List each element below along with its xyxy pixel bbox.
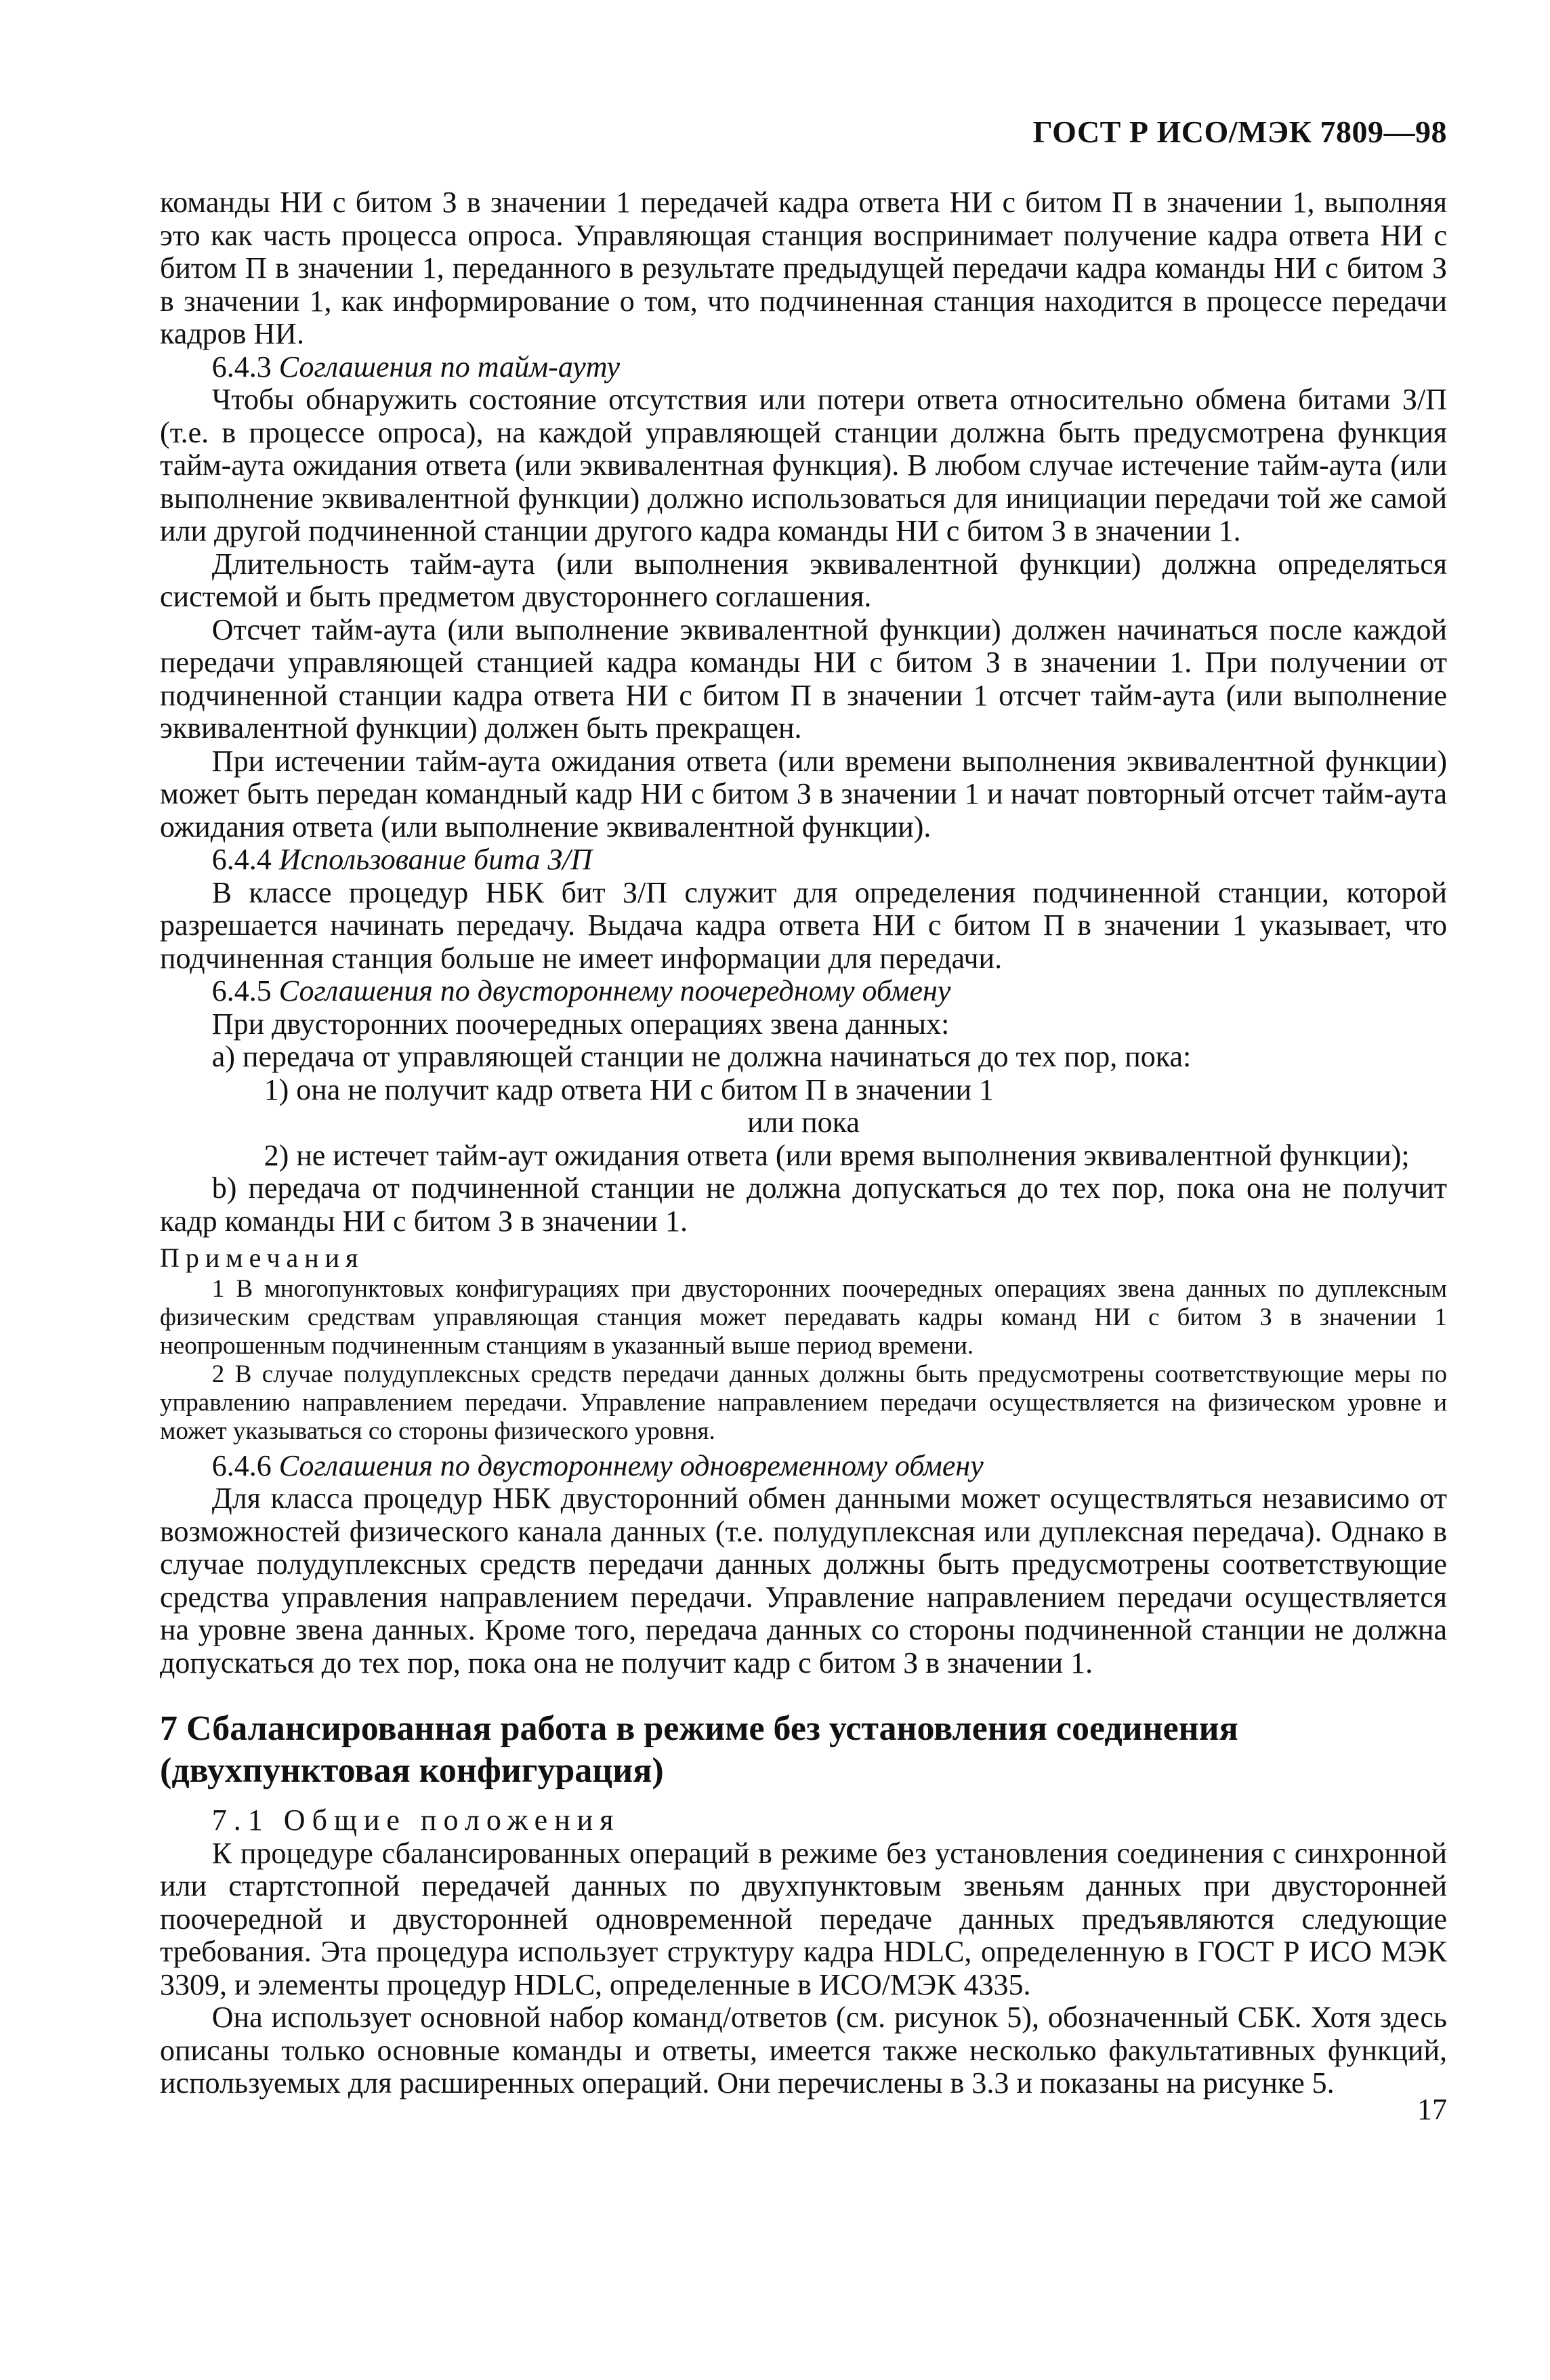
page-header: ГОСТ Р ИСО/МЭК 7809—98 xyxy=(1032,114,1447,149)
page-number: 17 xyxy=(1417,2093,1447,2126)
document-body xyxy=(160,186,1447,2100)
note-2: 2 В случае полудуплексных средств передачи данных должны быть предусмотрены соответствующие меры по управлению направлением передачи. Управление направлением передачи осуществляется на физическом уровне и может указываться со стороны физического уровня. xyxy=(160,1360,1447,1445)
note-1: 1 В многопунктовых конфигурациях при двусторонних поочередных операциях звена данных по дуплексным физическим средствам управляющая станция может передавать кадры команд НИ с битом З в значении 1 неопрошенным подчиненным станциям в указанный выше период времени. xyxy=(160,1274,1447,1360)
paragraph: К процедуре сбалансированных операций в режиме без установления соединения с синхронной или стартстопной передачей данных по двухпунктовым звеньям данных при двусторонней поочередной и двусторонней одновременной передаче данных предъявляются следующие требования. Эта процедура использует структуру кадра HDLC, определенную в ГОСТ Р ИСО МЭК 3309, и элементы процедур HDLC, определенные в ИСО/МЭК 4335. xyxy=(160,1836,1447,2001)
list-item-1: 1) она не получит кадр ответа НИ с битом П в значении 1 xyxy=(264,1072,994,1106)
list-item-a: а) передача от управляющей станции не должна начинаться до тех пор, пока: xyxy=(211,1040,1192,1073)
paragraph: Чтобы обнаружить состояние отсутствия или потери ответа относительно обмена битами З/П (т.е. в процессе опроса), на каждой управляющей станции должна быть предусмотрена функция тайм-аута ожидания ответа (или эквивалентная функция). В любом случае истечение тайм-аута (или выполнение эквивалентной функции) должно использоваться для инициации передачи той же самой или другой подчиненной станции другого кадра команды НИ с битом З в значении 1. xyxy=(160,383,1447,547)
paragraph: Для класса процедур НБК двусторонний обмен данными может осуществляться независимо от возможностей физического канала данных (т.е. полудуплексная или дуплексная передача). Однако в случае полудуплексных средств передачи данных должны быть предусмотрены соответствующие средства управления направлением передачи. Управление направлением передачи осуществляется на уровне звена данных. Кроме того, передача данных со стороны подчиненной станции не должна допускаться до тех пор, пока она не получит кадр с битом З в значении 1. xyxy=(160,1482,1447,1679)
paragraph: Она использует основной набор команд/ответов (см. рисунок 5), обозначенный СБК. Хотя здесь описаны только основные команды и ответы, имеется также несколько факультативных функций, используемых для расширенных операций. Они перечислены в 3.3 и показаны на рисунке 5. xyxy=(160,2001,1447,2100)
paragraph: В классе процедур НБК бит З/П служит для определения подчиненной станции, которой разрешается начинать передачу. Выдача кадра ответа НИ с битом П в значении 1 указывает, что подчиненная станция больше не имеет информации для передачи. xyxy=(160,875,1447,975)
notes-title: Примечания xyxy=(160,1243,364,1273)
subsection-heading-6-4-3: 6.4.3 Соглашения по тайм-ауту xyxy=(211,350,620,383)
section-7-title: 7 Сбалансированная работа в режиме без установления соединения (двухпунктовая конфигурация) xyxy=(160,1709,1238,1790)
paragraph: Длительность тайм-аута (или выполнения эквивалентной функции) должна определяться системой и быть предметом двустороннего соглашения. xyxy=(160,547,1447,613)
paragraph: команды НИ с битом З в значении 1 передачей кадра ответа НИ с битом П в значении 1, выполняя это как часть процесса опроса. Управляющая станция воспринимает получение кадра ответа НИ с битом П в значении 1, переданного в результате предыдущей передачи кадра команды НИ с битом З в значении 1, как информирование о том, что подчиненная станция находится в процессе передачи кадров НИ. xyxy=(160,186,1447,350)
list-item-b: b) передача от подчиненной станции не должна допускаться до тех пор, пока она не получит кадр команды НИ с битом З в значении 1. xyxy=(160,1171,1447,1238)
subsection-heading-6-4-6: 6.4.6 Соглашения по двустороннему одновременному обмену xyxy=(211,1448,984,1482)
subsection-heading-6-4-4: 6.4.4 Использование бита З/П xyxy=(211,843,593,876)
subsection-heading-7-1: 7.1 Общие положения xyxy=(211,1803,621,1837)
subsection-heading-6-4-5: 6.4.5 Соглашения по двустороннему поочередному обмену xyxy=(211,974,951,1007)
paragraph: Отсчет тайм-аута (или выполнение эквивалентной функции) должен начинаться после каждой передачи управляющей станцией кадра команды НИ с битом З в значении 1. При получении от подчиненной станции кадра ответа НИ с битом П в значении 1 отсчет тайм-аута (или выполнение эквивалентной функции) должен быть прекращен. xyxy=(160,612,1447,745)
list-item-2: 2) не истечет тайм-аут ожидания ответа (или время выполнения эквивалентной функции); xyxy=(264,1138,1410,1172)
list-item-or: или пока xyxy=(747,1106,860,1139)
paragraph: При истечении тайм-аута ожидания ответа (или времени выполнения эквивалентной функции) может быть передан командный кадр НИ с битом З в значении 1 и начат повторный отсчет тайм-аута ожидания ответа (или выполнение эквивалентной функции). xyxy=(160,744,1447,843)
paragraph: При двусторонних поочередных операциях звена данных: xyxy=(211,1007,950,1041)
